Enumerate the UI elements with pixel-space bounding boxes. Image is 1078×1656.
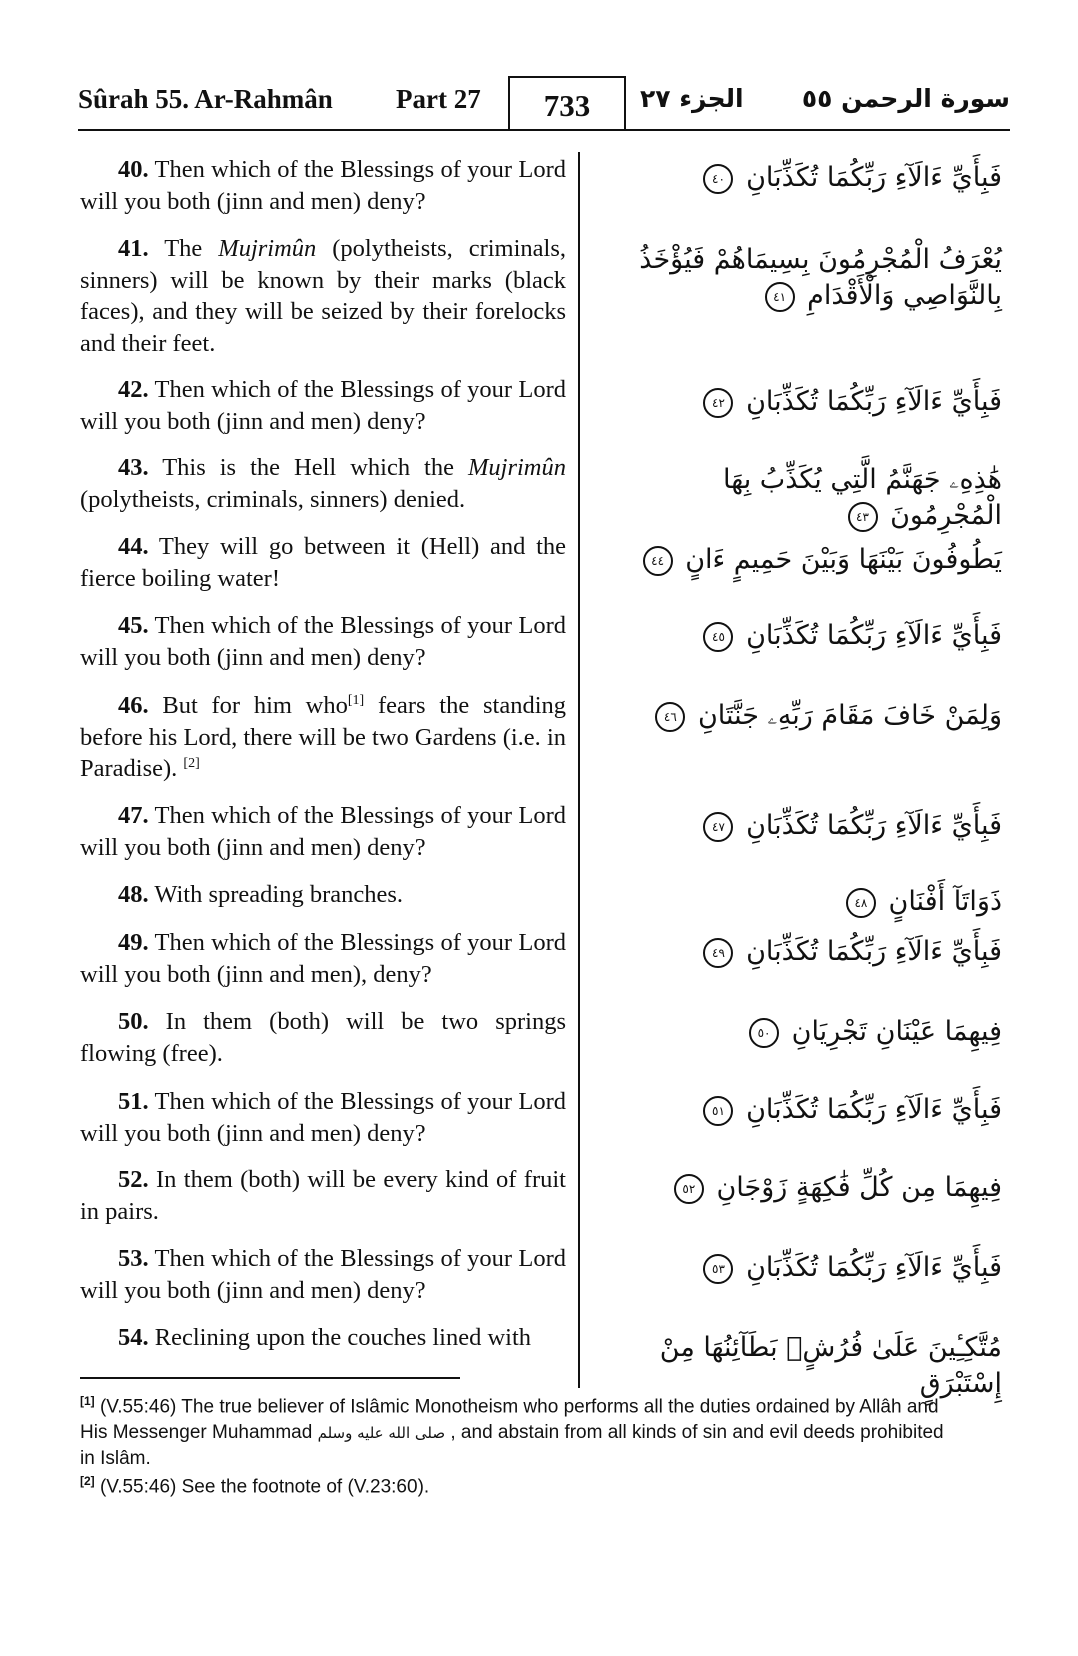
verse-en-53: 53. Then which of the Blessings of your Lord will you both (jinn and men) deny?: [80, 1245, 566, 1304]
verse-ar-40: فَبِأَيِّ ءَالَآءِ رَبِّكُمَا تُكَذِّبَانِ ٤٠: [612, 160, 1002, 196]
verse-ar-52: فِيهِمَا مِن كُلِّ فَٰكِهَةٍ زَوْجَانِ ٥٢: [612, 1170, 1002, 1206]
footnote-rule: [80, 1377, 460, 1379]
column-divider: [578, 152, 580, 1388]
ayah-number-mark: ٤٧: [703, 812, 733, 842]
ayah-number-mark: ٤٥: [703, 622, 733, 652]
verse-en-44: 44. They will go between it (Hell) and the fierce boiling water!: [80, 533, 567, 592]
verse-ar-49: فَبِأَيِّ ءَالَآءِ رَبِّكُمَا تُكَذِّبَانِ ٤٩: [612, 934, 1002, 970]
verse-en-50: 50. In them (both) will be two springs flowing (free).: [80, 1008, 566, 1067]
verse-ar-53: فَبِأَيِّ ءَالَآءِ رَبِّكُمَا تُكَذِّبَانِ ٥٣: [612, 1250, 1002, 1286]
footnote-2: [2] (V.55:46) See the footnote of (V.23:60).: [80, 1474, 430, 1498]
ayah-number-mark: ٤١: [765, 282, 795, 312]
verse-ar-54: مُتَّكِـِٔينَ عَلَىٰ فُرُشٍۭ بَطَآئِنُهَا مِنْ إِسْتَبْرَقٍ: [659, 1332, 1002, 1399]
verse-ar-51: فَبِأَيِّ ءَالَآءِ رَبِّكُمَا تُكَذِّبَانِ ٥١: [612, 1092, 1002, 1128]
verse-en-40: 40. Then which of the Blessings of your Lord will you both (jinn and men) deny?: [80, 156, 566, 215]
footnote-1: [1] (V.55:46) The true believer of Islâmic Monotheism who performs all the duties ordained by Allâh and His Messenger Muhammad صلى الله عليه وسلم , and abstain from all kinds of sin and evil deeds prohibited in Islâm.: [80, 1394, 944, 1470]
surah-title-ar: سورة الرحمن ٥٥: [801, 84, 1010, 113]
ayah-number-mark: ٤٨: [846, 888, 876, 918]
verse-ar-44: يَطُوفُونَ بَيْنَهَا وَبَيْنَ حَمِيمٍ ءَانٍ ٤٤: [612, 542, 1002, 578]
ayah-number-mark: ٥٢: [674, 1174, 704, 1204]
verse-en-42: 42. Then which of the Blessings of your Lord will you both (jinn and men) deny?: [80, 376, 566, 435]
verse-ar-48: ذَوَاتَآ أَفْنَانٍ ٤٨: [612, 884, 1002, 920]
part-label-ar: الجزء ٢٧: [640, 84, 744, 113]
ayah-number-mark: ٤٣: [848, 502, 878, 532]
verse-ar-43: هَٰذِهِۦ جَهَنَّمُ الَّتِي يُكَذِّبُ بِهَا الْمُجْرِمُونَ ٤٣: [723, 464, 1002, 531]
verse-ar-50: فِيهِمَا عَيْنَانِ تَجْرِيَانِ ٥٠: [612, 1014, 1002, 1050]
ayah-number-mark: ٤٤: [643, 546, 673, 576]
ayah-number-mark: ٥٣: [703, 1254, 733, 1284]
verse-en-51: 51. Then which of the Blessings of your Lord will you both (jinn and men) deny?: [80, 1088, 566, 1147]
verse-ar-45: فَبِأَيِّ ءَالَآءِ رَبِّكُمَا تُكَذِّبَانِ ٤٥: [612, 618, 1002, 654]
ayah-number-mark: ٤٩: [703, 938, 733, 968]
verse-en-43: 43. This is the Hell which the Mujrimûn (polytheists, criminals, sinners) denied.: [80, 454, 566, 513]
page-number: 733: [508, 76, 626, 130]
ayah-number-mark: ٥١: [703, 1096, 733, 1126]
verse-en-52: 52. In them (both) will be every kind of fruit in pairs.: [80, 1166, 566, 1225]
surah-title-en: Sûrah 55. Ar-Rahmân: [78, 84, 333, 114]
ayah-number-mark: ٤٠: [703, 164, 733, 194]
verse-ar-42: فَبِأَيِّ ءَالَآءِ رَبِّكُمَا تُكَذِّبَانِ ٤٢: [612, 384, 1002, 420]
verse-ar-47: فَبِأَيِّ ءَالَآءِ رَبِّكُمَا تُكَذِّبَانِ ٤٧: [612, 808, 1002, 844]
verse-en-41: 41. The Mujrimûn (polytheists, criminals, sinners) will be known by their marks (black faces), and they will be seized by their forelocks and their feet.: [80, 235, 567, 357]
verse-ar-46: وَلِمَنْ خَافَ مَقَامَ رَبِّهِۦ جَنَّتَانِ ٤٦: [612, 698, 1002, 734]
verse-en-46: 46. But for him who[1] fears the standing before his Lord, there will be two Gardens (i.e. in Paradise). [2]: [80, 692, 567, 782]
verse-en-48: 48. With spreading branches.: [118, 881, 404, 908]
footnote-ref-2: [2]: [183, 755, 200, 771]
verse-en-49: 49. Then which of the Blessings of your Lord will you both (jinn and men), deny?: [80, 929, 566, 988]
footnote-ref-1: [1]: [347, 692, 365, 708]
verse-en-45: 45. Then which of the Blessings of your Lord will you both (jinn and men) deny?: [80, 612, 566, 671]
ayah-number-mark: ٤٢: [703, 388, 733, 418]
ayah-number-mark: ٤٦: [655, 702, 685, 732]
page-header: [78, 76, 1018, 130]
ayah-number-mark: ٥٠: [749, 1018, 779, 1048]
verse-ar-41: يُعْرَفُ الْمُجْرِمُونَ بِسِيمَاهُمْ فَيُؤْخَذُ بِالنَّوَاصِي وَالْأَقْدَامِ ٤١: [639, 244, 1002, 311]
verse-en-47: 47. Then which of the Blessings of your Lord will you both (jinn and men) deny?: [80, 802, 566, 861]
part-label-en: Part 27: [396, 84, 481, 114]
header-rule: [78, 129, 1010, 131]
verse-en-54: 54. Reclining upon the couches lined with: [118, 1324, 532, 1351]
